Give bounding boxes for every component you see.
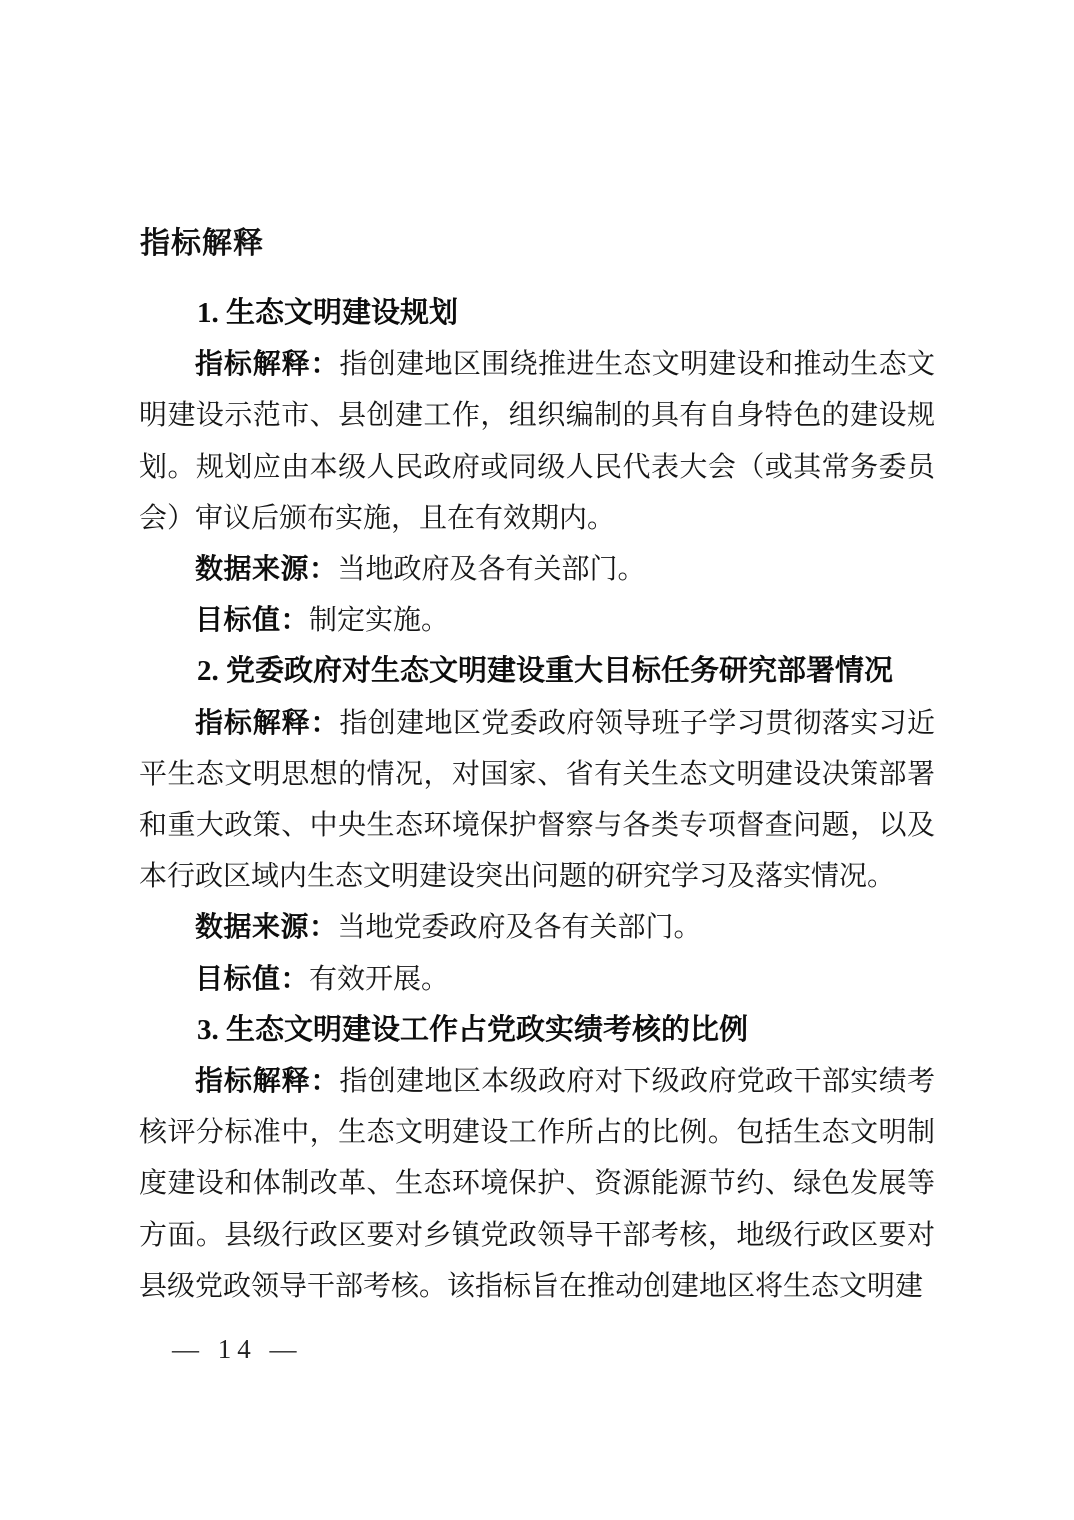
section-2-target-value-paragraph: [139, 954, 935, 1005]
paragraph-text: 当地党委政府及各有关部门。: [337, 912, 702, 944]
paragraph-label: 指标解释：: [195, 349, 340, 381]
paragraph-text: 制定实施。: [309, 605, 450, 637]
paragraph-label: 指标解释：: [195, 1066, 340, 1098]
section-3-explanation-paragraph: [139, 1056, 935, 1312]
paragraph-text: 指创建地区党委政府领导班子学习贯彻落实习近平生态文明思想的情况，对国家、省有关生态文明建设决策部署和重大政策、中央生态环境保护督察与各类专项督查问题，以及本行政区域内生态文明建设突出问题的研究学习及落实情况。: [139, 707, 935, 893]
section-1: [139, 288, 935, 646]
section-2-heading: 2. 党委政府对生态文明建设重大目标任务研究部署情况: [197, 655, 894, 688]
section-2: [139, 646, 935, 1004]
paragraph-text: 当地政府及各有关部门。: [337, 554, 646, 586]
section-2-data-source-paragraph: [139, 902, 935, 953]
paragraph-text: 有效开展。: [309, 963, 450, 995]
paragraph-text: 指创建地区本级政府对下级政府党政干部实绩考核评分标准中，生态文明建设工作所占的比例。包括生态文明制度建设和体制改革、生态环境保护、资源能源节约、绿色发展等方面。县级行政区要对乡镇党政领导干部考核，地级行政区要对县级党政领导干部考核。该指标旨在推动创建地区将生态文明建: [139, 1066, 935, 1302]
section-3: [139, 1005, 935, 1312]
paragraph-label: 目标值：: [195, 605, 310, 637]
page-number: — 14 —: [172, 1334, 303, 1364]
paragraph-text: 指创建地区围绕推进生态文明建设和推动生态文明建设示范市、县创建工作，组织编制的具有自身特色的建设规划。规划应由本级人民政府或同级人民代表大会（或其常务委员会）审议后颁布实施，且在有效期内。: [139, 349, 935, 534]
section-1-heading: 1. 生态文明建设规划: [197, 297, 459, 329]
document-content: [139, 288, 935, 1312]
paragraph-label: 指标解释：: [195, 707, 340, 739]
paragraph-label: 数据来源：: [195, 554, 338, 586]
section-1-data-source-paragraph: [139, 544, 935, 595]
paragraph-label: 数据来源：: [195, 912, 338, 944]
section-2-explanation-paragraph: [139, 698, 935, 903]
section-1-explanation-paragraph: [139, 339, 935, 544]
page-title: 指标解释: [140, 227, 264, 260]
section-3-heading: 3. 生态文明建设工作占党政实绩考核的比例: [197, 1013, 749, 1046]
section-1-target-value-paragraph: [139, 595, 935, 646]
paragraph-label: 目标值：: [195, 963, 310, 995]
